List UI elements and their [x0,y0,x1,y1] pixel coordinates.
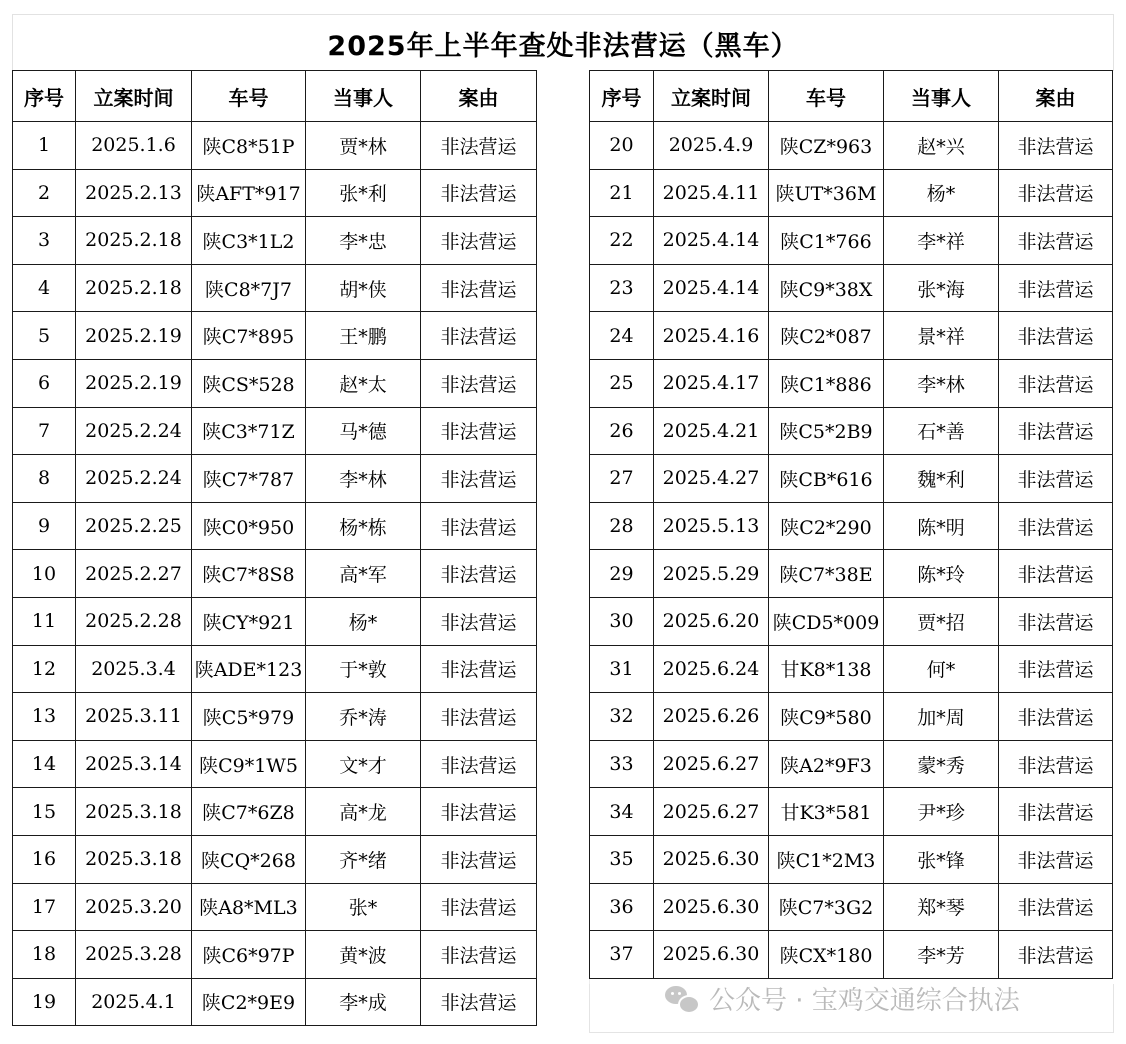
cell-party: 杨*栋 [306,502,421,550]
cell-index: 9 [13,502,76,550]
cell-index: 22 [590,217,654,265]
cell-plate: 陕C8*7J7 [192,264,306,312]
table-row [590,597,1113,645]
cell-index: 35 [590,835,654,883]
table-row [13,169,537,217]
column-header-reason: 案由 [999,71,1113,122]
cell-index: 13 [13,693,76,741]
table-row [13,835,537,883]
table-row [13,217,537,265]
cell-party: 黄*波 [306,931,421,979]
cell-party: 胡*侠 [306,264,421,312]
page-title: 2025年上半年查处非法营运（黑车） [327,30,799,62]
cell-date: 2025.2.28 [76,597,192,645]
cell-index: 4 [13,264,76,312]
cell-index: 34 [590,788,654,836]
cell-party: 杨* [306,597,421,645]
table-row [13,883,537,931]
table-row [13,122,537,170]
cell-party: 何* [884,645,999,693]
table-row [590,740,1113,788]
cell-date: 2025.4.1 [76,978,192,1026]
cell-index: 21 [590,169,654,217]
table-row [590,359,1113,407]
cell-date: 2025.4.16 [654,312,769,360]
cell-index: 37 [590,931,654,979]
cell-index: 14 [13,740,76,788]
cell-reason: 非法营运 [421,312,537,360]
cell-date: 2025.5.29 [654,550,769,598]
cell-party: 张*锋 [884,835,999,883]
header-row [13,71,537,122]
cell-plate: 陕C9*1W5 [192,740,306,788]
cell-plate: 陕C5*2B9 [769,407,884,455]
cell-plate: 陕CQ*268 [192,835,306,883]
cell-plate: 陕C6*97P [192,931,306,979]
cell-party: 文*才 [306,740,421,788]
cell-reason: 非法营运 [999,597,1113,645]
table-row [590,883,1113,931]
cell-party: 于*敦 [306,645,421,693]
cell-reason: 非法营运 [999,502,1113,550]
cell-plate: 陕C2*290 [769,502,884,550]
cell-party: 景*祥 [884,312,999,360]
column-header-plate: 车号 [769,71,884,122]
cell-index: 8 [13,455,76,503]
records-table-left [12,70,537,1026]
cell-date: 2025.6.20 [654,597,769,645]
cell-index: 28 [590,502,654,550]
cell-date: 2025.6.30 [654,931,769,979]
cell-party: 乔*涛 [306,693,421,741]
cell-date: 2025.3.20 [76,883,192,931]
table-row [13,693,537,741]
cell-date: 2025.4.9 [654,122,769,170]
cell-date: 2025.6.30 [654,835,769,883]
cell-reason: 非法营运 [999,693,1113,741]
cell-reason: 非法营运 [999,169,1113,217]
cell-reason: 非法营运 [999,264,1113,312]
cell-reason: 非法营运 [999,217,1113,265]
cell-plate: 陕C3*71Z [192,407,306,455]
cell-plate: 陕C1*766 [769,217,884,265]
table-row [590,312,1113,360]
table-row [13,645,537,693]
cell-reason: 非法营运 [999,312,1113,360]
cell-plate: 陕CY*921 [192,597,306,645]
cell-plate: 陕C7*3G2 [769,883,884,931]
table-row [13,359,537,407]
table-row [590,550,1113,598]
cell-date: 2025.3.28 [76,931,192,979]
cell-reason: 非法营运 [421,931,537,979]
cell-plate: 陕C7*8S8 [192,550,306,598]
records-table-right [589,70,1113,979]
cell-index: 36 [590,883,654,931]
cell-index: 24 [590,312,654,360]
cell-reason: 非法营运 [421,740,537,788]
watermark-text: 公众号 · 宝鸡交通综合执法 [709,985,1020,1016]
cell-plate: 陕C9*38X [769,264,884,312]
cell-reason: 非法营运 [999,455,1113,503]
table-row [590,122,1113,170]
cell-date: 2025.4.14 [654,264,769,312]
cell-party: 高*军 [306,550,421,598]
cell-plate: 甘K8*138 [769,645,884,693]
watermark [665,976,1020,1020]
cell-plate: 陕C1*886 [769,359,884,407]
cell-reason: 非法营运 [421,645,537,693]
cell-party: 赵*兴 [884,122,999,170]
cell-reason: 非法营运 [421,597,537,645]
cell-date: 2025.2.19 [76,359,192,407]
cell-party: 王*鹏 [306,312,421,360]
cell-party: 李*忠 [306,217,421,265]
cell-index: 29 [590,550,654,598]
column-header-index: 序号 [590,71,654,122]
cell-index: 17 [13,883,76,931]
table-gap [536,70,590,1032]
cell-index: 5 [13,312,76,360]
cell-reason: 非法营运 [421,217,537,265]
cell-reason: 非法营运 [421,883,537,931]
cell-plate: 陕C7*6Z8 [192,788,306,836]
cell-reason: 非法营运 [421,359,537,407]
cell-date: 2025.3.11 [76,693,192,741]
cell-index: 30 [590,597,654,645]
cell-date: 2025.2.24 [76,407,192,455]
cell-plate: 陕CB*616 [769,455,884,503]
table-row [13,312,537,360]
cell-plate: 陕CX*180 [769,931,884,979]
table-row [590,502,1113,550]
cell-date: 2025.3.4 [76,645,192,693]
cell-reason: 非法营运 [999,359,1113,407]
cell-plate: 甘K3*581 [769,788,884,836]
cell-plate: 陕C1*2M3 [769,835,884,883]
cell-reason: 非法营运 [999,122,1113,170]
cell-reason: 非法营运 [999,788,1113,836]
cell-party: 魏*利 [884,455,999,503]
column-header-party: 当事人 [306,71,421,122]
cell-index: 10 [13,550,76,598]
cell-party: 陈*玲 [884,550,999,598]
column-header-date: 立案时间 [654,71,769,122]
cell-plate: 陕CS*528 [192,359,306,407]
cell-index: 7 [13,407,76,455]
cell-index: 16 [13,835,76,883]
cell-date: 2025.2.18 [76,217,192,265]
cell-date: 2025.2.27 [76,550,192,598]
cell-reason: 非法营运 [421,835,537,883]
cell-reason: 非法营运 [421,550,537,598]
table-row [590,693,1113,741]
cell-index: 11 [13,597,76,645]
table-row [590,407,1113,455]
cell-date: 2025.2.13 [76,169,192,217]
cell-plate: 陕UT*36M [769,169,884,217]
wechat-icon [665,984,699,1012]
cell-party: 尹*珍 [884,788,999,836]
cell-index: 33 [590,740,654,788]
cell-party: 赵*太 [306,359,421,407]
cell-party: 李*芳 [884,931,999,979]
cell-index: 2 [13,169,76,217]
table-row [590,264,1113,312]
cell-party: 齐*绪 [306,835,421,883]
table-row [590,835,1113,883]
cell-party: 郑*琴 [884,883,999,931]
cell-date: 2025.6.27 [654,788,769,836]
table-row [590,931,1113,979]
cell-reason: 非法营运 [421,169,537,217]
cell-plate: 陕C8*51P [192,122,306,170]
cell-date: 2025.4.17 [654,359,769,407]
table-row [13,978,537,1026]
table-row [13,788,537,836]
cell-index: 27 [590,455,654,503]
cell-index: 23 [590,264,654,312]
cell-date: 2025.3.14 [76,740,192,788]
cell-party: 马*德 [306,407,421,455]
cell-plate: 陕A2*9F3 [769,740,884,788]
cell-party: 张*利 [306,169,421,217]
cell-index: 26 [590,407,654,455]
table-row [590,645,1113,693]
cell-reason: 非法营运 [999,835,1113,883]
table-row [590,455,1113,503]
cell-index: 15 [13,788,76,836]
cell-party: 李*祥 [884,217,999,265]
cell-date: 2025.4.27 [654,455,769,503]
cell-date: 2025.6.24 [654,645,769,693]
cell-reason: 非法营运 [421,502,537,550]
cell-date: 2025.4.14 [654,217,769,265]
title-bar [12,14,1114,71]
table-row [590,788,1113,836]
cell-reason: 非法营运 [421,788,537,836]
cell-plate: 陕C7*787 [192,455,306,503]
cell-reason: 非法营运 [421,407,537,455]
cell-plate: 陕CD5*009 [769,597,884,645]
cell-index: 32 [590,693,654,741]
cell-party: 贾*招 [884,597,999,645]
cell-date: 2025.4.11 [654,169,769,217]
cell-plate: 陕CZ*963 [769,122,884,170]
cell-party: 贾*林 [306,122,421,170]
cell-reason: 非法营运 [421,978,537,1026]
table-row [13,502,537,550]
cell-plate: 陕A8*ML3 [192,883,306,931]
cell-index: 18 [13,931,76,979]
cell-party: 杨* [884,169,999,217]
cell-party: 李*林 [306,455,421,503]
table-row [590,217,1113,265]
cell-plate: 陕C7*895 [192,312,306,360]
table-row [13,597,537,645]
cell-index: 19 [13,978,76,1026]
cell-date: 2025.1.6 [76,122,192,170]
cell-date: 2025.4.21 [654,407,769,455]
cell-index: 25 [590,359,654,407]
cell-party: 张*海 [884,264,999,312]
cell-party: 陈*明 [884,502,999,550]
cell-date: 2025.3.18 [76,835,192,883]
column-header-party: 当事人 [884,71,999,122]
cell-date: 2025.2.24 [76,455,192,503]
cell-plate: 陕C5*979 [192,693,306,741]
cell-index: 12 [13,645,76,693]
cell-party: 蒙*秀 [884,740,999,788]
table-row [13,550,537,598]
cell-party: 石*善 [884,407,999,455]
cell-reason: 非法营运 [999,645,1113,693]
cell-plate: 陕ADE*123 [192,645,306,693]
table-row [13,455,537,503]
cell-party: 张* [306,883,421,931]
cell-date: 2025.6.30 [654,883,769,931]
cell-date: 2025.2.18 [76,264,192,312]
cell-reason: 非法营运 [999,740,1113,788]
table-row [13,740,537,788]
cell-reason: 非法营运 [421,455,537,503]
cell-date: 2025.3.18 [76,788,192,836]
table-row [590,169,1113,217]
cell-date: 2025.6.26 [654,693,769,741]
cell-index: 31 [590,645,654,693]
cell-reason: 非法营运 [421,122,537,170]
cell-party: 加*周 [884,693,999,741]
cell-party: 高*龙 [306,788,421,836]
cell-plate: 陕AFT*917 [192,169,306,217]
cell-plate: 陕C7*38E [769,550,884,598]
cell-reason: 非法营运 [999,550,1113,598]
cell-index: 20 [590,122,654,170]
column-header-date: 立案时间 [76,71,192,122]
cell-reason: 非法营运 [421,264,537,312]
cell-reason: 非法营运 [999,931,1113,979]
cell-plate: 陕C0*950 [192,502,306,550]
cell-plate: 陕C3*1L2 [192,217,306,265]
cell-reason: 非法营运 [999,883,1113,931]
column-header-index: 序号 [13,71,76,122]
cell-date: 2025.2.25 [76,502,192,550]
cell-plate: 陕C2*9E9 [192,978,306,1026]
cell-reason: 非法营运 [999,407,1113,455]
cell-party: 李*林 [884,359,999,407]
cell-date: 2025.6.27 [654,740,769,788]
cell-party: 李*成 [306,978,421,1026]
cell-date: 2025.5.13 [654,502,769,550]
table-row [13,407,537,455]
cell-index: 1 [13,122,76,170]
column-header-plate: 车号 [192,71,306,122]
cell-plate: 陕C9*580 [769,693,884,741]
cell-plate: 陕C2*087 [769,312,884,360]
table-row [13,264,537,312]
table-row [13,931,537,979]
header-row [590,71,1113,122]
column-header-reason: 案由 [421,71,537,122]
cell-index: 6 [13,359,76,407]
cell-index: 3 [13,217,76,265]
cell-reason: 非法营运 [421,693,537,741]
cell-date: 2025.2.19 [76,312,192,360]
